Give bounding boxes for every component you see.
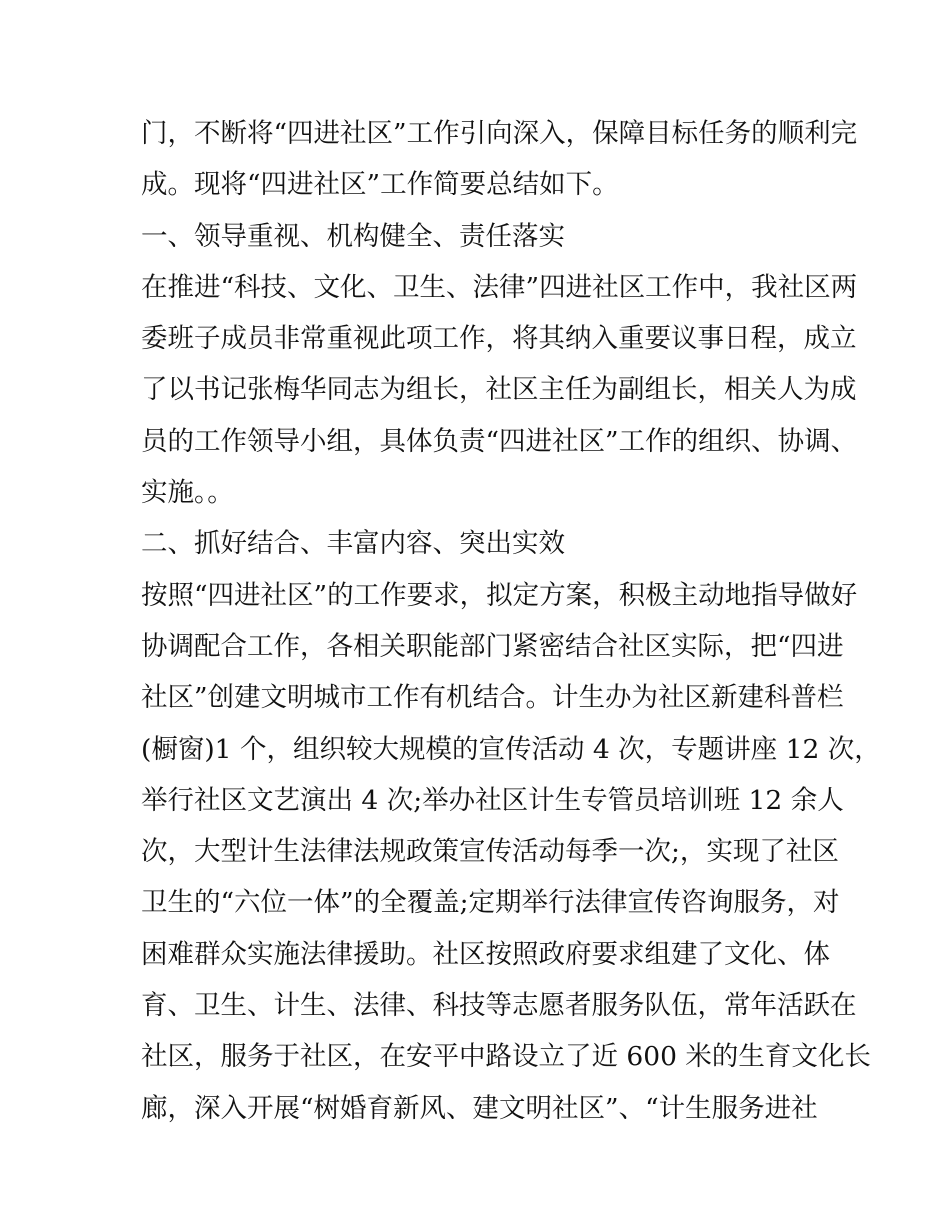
- text-line: 按照“四进社区”的工作要求，拟定方案，积极主动地指导做好: [141, 579, 858, 611]
- text-line: 成。现将“四进社区”工作简要总结如下。: [141, 169, 619, 201]
- text-line: 社区，服务于社区，在安平中路设立了近 600 米的生育文化长: [141, 1041, 871, 1073]
- text-line: 在推进“科技、文化、卫生、法律”四进社区工作中，我社区两: [141, 271, 858, 303]
- text-line: 员的工作领导小组，具体负责“四进社区”工作的组织、协调、: [141, 425, 858, 457]
- text-line: 困难群众实施法律援助。社区按照政府要求组建了文化、体: [141, 938, 830, 970]
- text-line: 协调配合工作，各相关职能部门紧密结合社区实际，把“四进: [141, 630, 844, 662]
- text-line: 门，不断将“四进社区”工作引向深入，保障目标任务的顺利完: [141, 118, 858, 149]
- text-line: (橱窗)1 个，组织较大规模的宣传活动 4 次，专题讲座 12 次，: [141, 733, 881, 765]
- text-line: 次，大型计生法律法规政策宣传活动每季一次;，实现了社区: [141, 836, 839, 868]
- text-line: 育、卫生、计生、法律、科技等志愿者服务队伍，常年活跃在: [141, 990, 857, 1022]
- text-line: 实施。。: [141, 477, 234, 509]
- text-line: 社区”创建文明城市工作有机结合。计生办为社区新建科普栏: [141, 682, 844, 714]
- text-line: 卫生的“六位一体”的全覆盖;定期举行法律宣传咨询服务，对: [141, 887, 840, 919]
- text-line: 廊，深入开展“树婚育新风、建文明社区”、“计生服务进社: [141, 1092, 818, 1124]
- text-line: 举行社区文艺演出 4 次;举办社区计生专管员培训班 12 余人: [141, 784, 844, 816]
- text-line: 了以书记张梅华同志为组长，社区主任为副组长，相关人为成: [141, 374, 857, 406]
- document-body: [141, 108, 881, 1134]
- section-heading: 一、领导重视、机构健全、责任落实: [141, 220, 565, 252]
- section-heading: 二、抓好结合、丰富内容、突出实效: [141, 528, 565, 560]
- text-line: 委班子成员非常重视此项工作，将其纳入重要议事日程，成立: [141, 323, 857, 355]
